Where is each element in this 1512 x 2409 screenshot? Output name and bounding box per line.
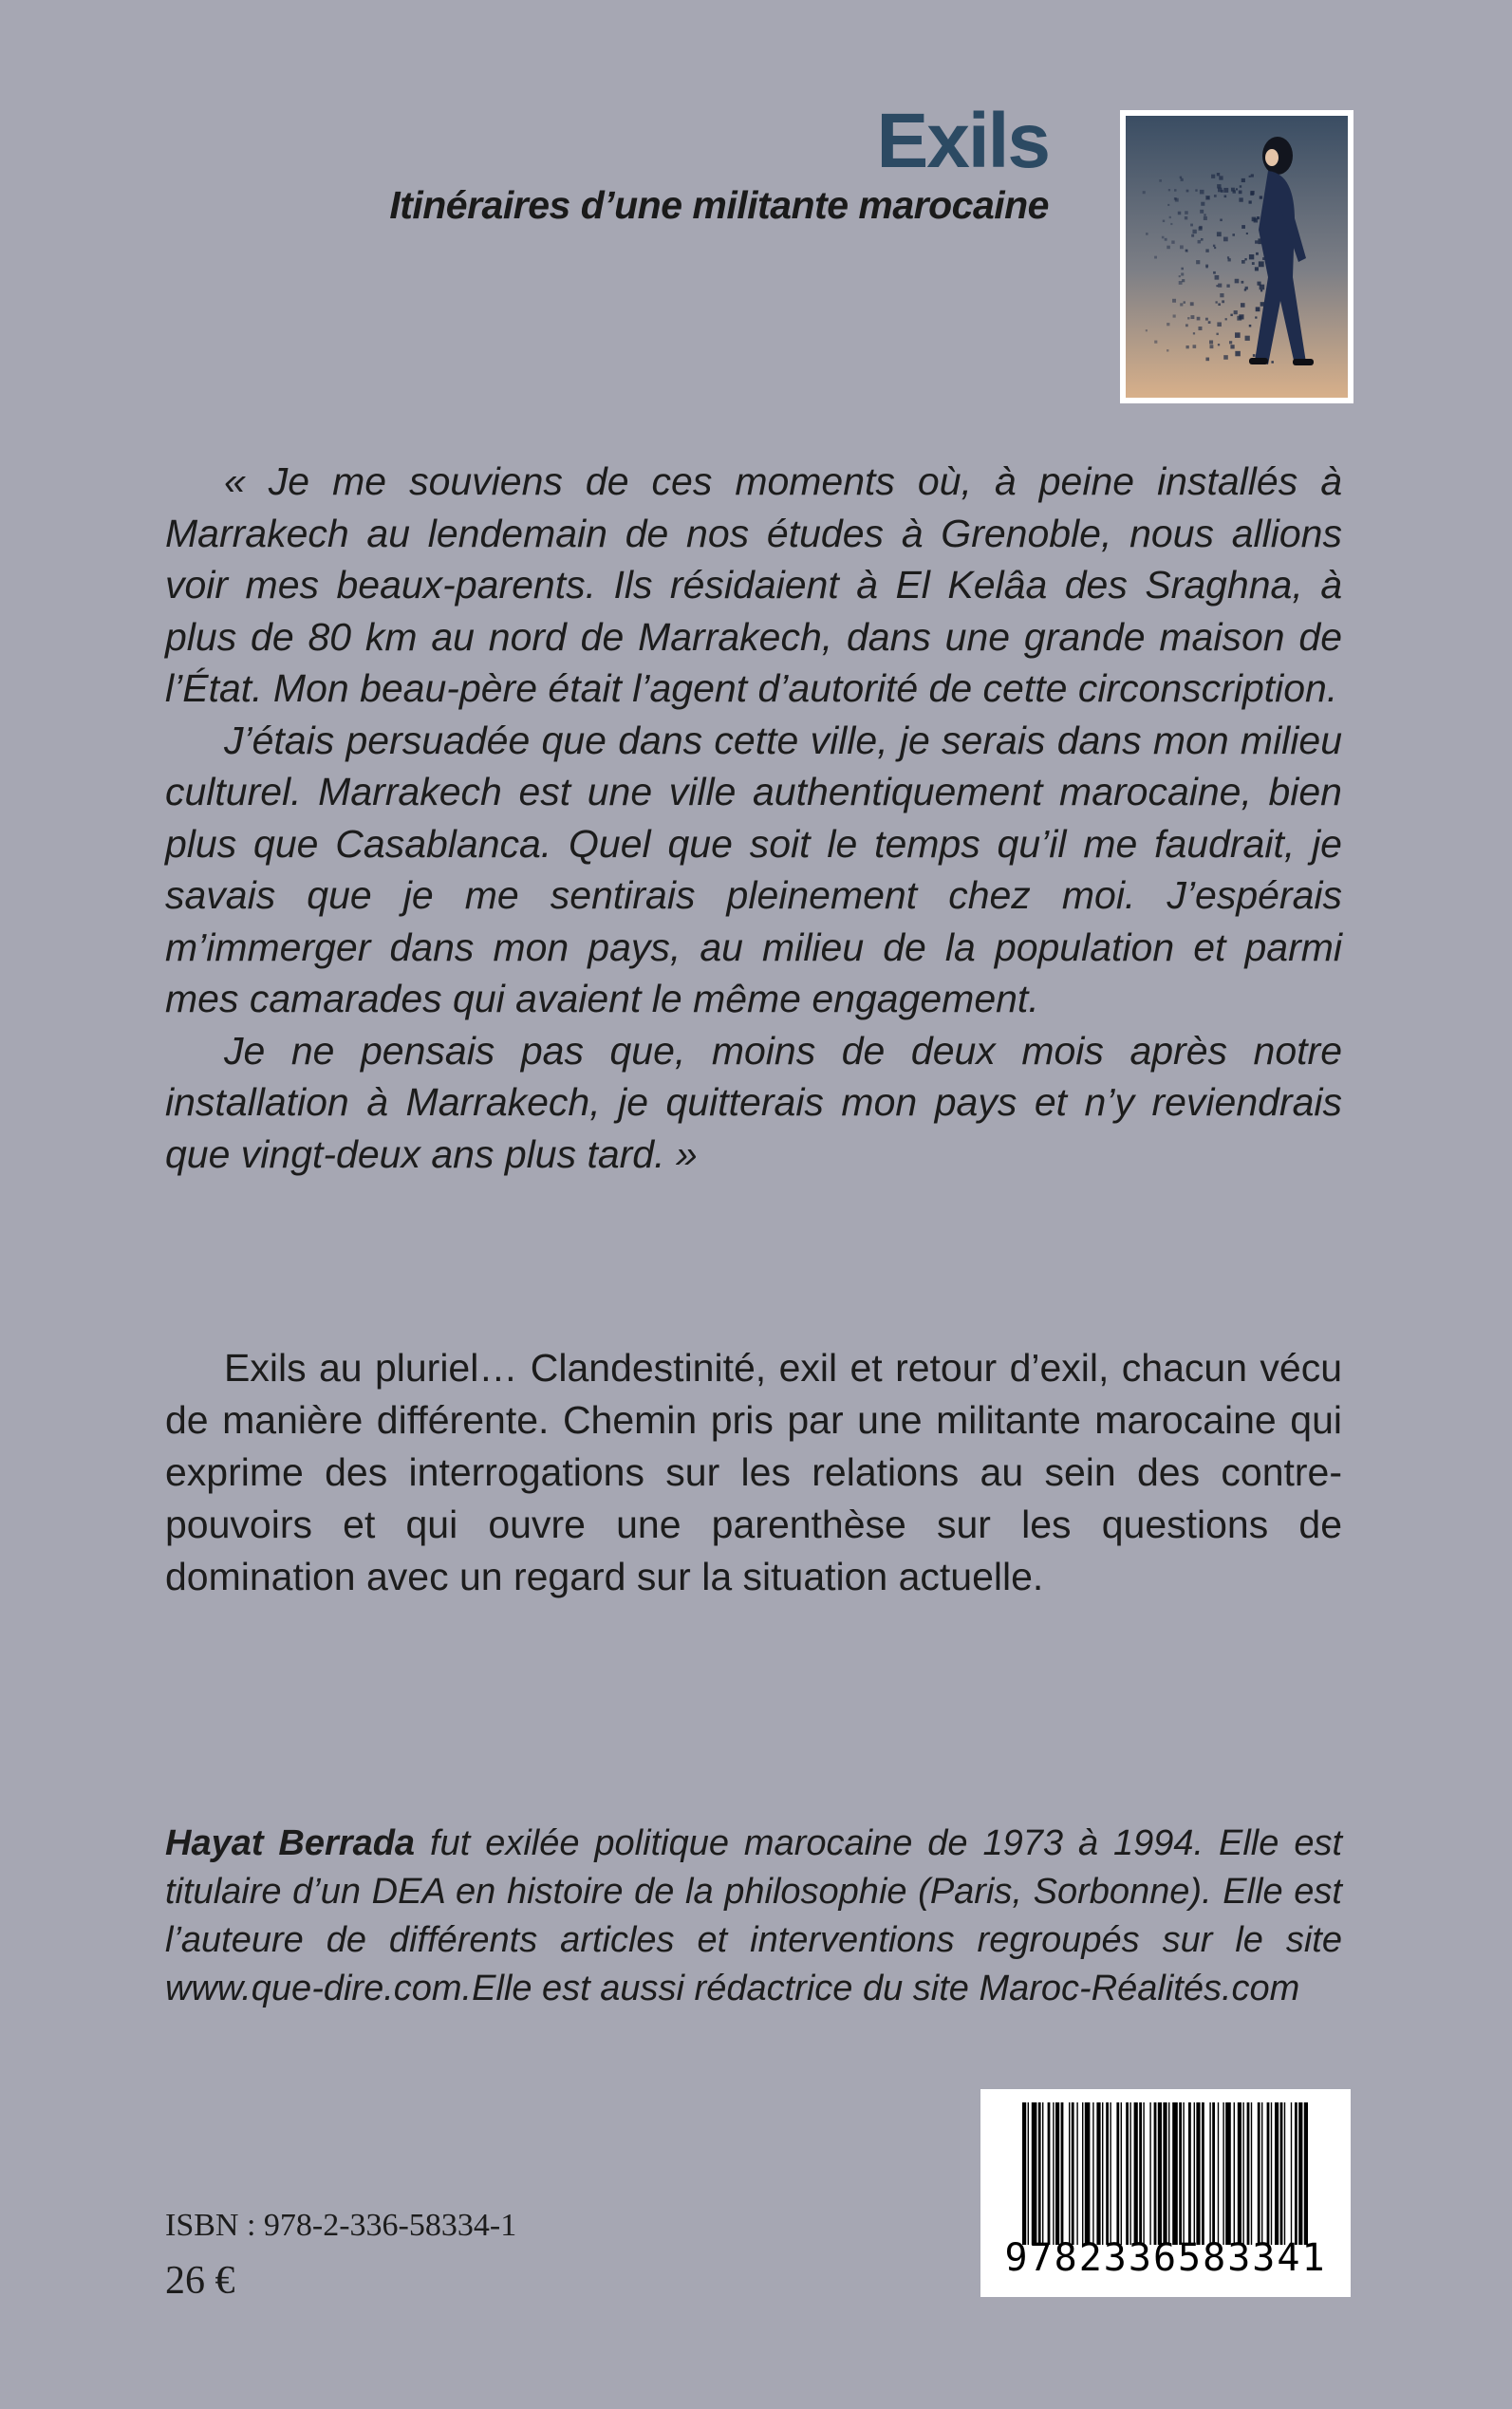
particle (1219, 176, 1223, 179)
particle (1179, 281, 1183, 285)
barcode-bar (1116, 2102, 1119, 2245)
particle (1241, 225, 1245, 229)
walking-woman-illustration (1126, 116, 1348, 398)
barcode-bar (1179, 2102, 1182, 2245)
particle (1249, 200, 1252, 203)
book-summary (165, 1342, 1342, 1603)
particle (1218, 303, 1221, 306)
particle (1190, 315, 1194, 319)
barcode-bar (1154, 2102, 1157, 2245)
barcode-bar (1247, 2102, 1250, 2245)
barcode-bar (1032, 2102, 1037, 2245)
particle (1225, 318, 1227, 320)
particle (1167, 323, 1169, 326)
author-name: Hayat Berrada (165, 1823, 416, 1863)
barcode-bar (1076, 2102, 1077, 2245)
particle (1227, 256, 1229, 258)
barcode-bar (1280, 2102, 1283, 2245)
particle (1254, 218, 1258, 222)
barcode-bar (1188, 2102, 1191, 2245)
particle (1154, 341, 1157, 344)
particle (1221, 190, 1223, 193)
particle (1190, 224, 1193, 227)
particle (1169, 216, 1171, 218)
barcode-bar (1139, 2102, 1142, 2245)
quote-paragraph: J’étais persuadée que dans cette ville, je serais dans mon milieu culturel. Marrakech est une ville authentiquement marocaine, bien plus que Casablanca. Quel que soit le temps qu’il me faudrait, je savais que je me sentirais pleinement chez moi. J’espérais m’immerger dans mon pays, au milieu de la population et parmi mes camarades qui avaient le même engagement. (165, 718, 1342, 1020)
particle (1216, 301, 1218, 303)
barcode-bar (1110, 2102, 1111, 2245)
particle (1181, 272, 1184, 275)
barcode-bar (1055, 2102, 1059, 2245)
particle (1220, 293, 1223, 297)
particle (1223, 188, 1228, 193)
particle (1260, 196, 1262, 198)
particle (1223, 355, 1228, 360)
particle (1218, 344, 1220, 345)
particle (1271, 361, 1273, 363)
particle (1226, 284, 1229, 287)
particle (1184, 301, 1185, 303)
particle (1244, 289, 1246, 290)
author-bio (165, 1820, 1342, 2013)
particle (1249, 325, 1252, 327)
particle (1249, 176, 1251, 177)
particle (1240, 185, 1241, 187)
particle (1187, 317, 1189, 319)
particle (1241, 178, 1245, 182)
particle (1251, 174, 1254, 177)
particle (1195, 189, 1197, 191)
particle (1209, 345, 1213, 348)
particle (1255, 316, 1257, 318)
particle (1256, 307, 1260, 311)
barcode-bar (1038, 2102, 1041, 2245)
particle (1236, 188, 1238, 190)
barcode-bar (1143, 2102, 1144, 2245)
particle (1199, 226, 1202, 229)
particle (1235, 279, 1240, 284)
barcode-bar (1069, 2102, 1070, 2245)
summary-paragraph: Exils au pluriel… Clandestinité, exil et retour d’exil, chacun vécu de manière différente. Chemin pris par une militante marocaine qui exprime des interrogations sur les relations au sein des contre-pouvoirs et qui ouvre une parenthèse sur les questions de domination avec un regard sur la situation actuelle. (165, 1346, 1342, 1598)
particle (1175, 198, 1179, 202)
particle (1185, 216, 1187, 219)
barcode-bar (1218, 2102, 1219, 2245)
barcode-bar (1284, 2102, 1285, 2245)
barcode-bar (1126, 2102, 1129, 2245)
barcode-bar (1163, 2102, 1167, 2245)
barcode-bar (1267, 2102, 1270, 2245)
barcode-bar (1202, 2102, 1204, 2245)
particle (1206, 196, 1209, 199)
author-bio-text: fut exilée politique marocaine de 1973 à 1994. Elle est titulaire d’un DEA en histoire de la philosophie (Paris, Sorbonne). Elle est l’auteure de différents articles et interventions regroupés sur le site www.que-dire.com.Elle est aussi rédactrice du site Maroc-Réalités.com (165, 1823, 1343, 2008)
particle (1230, 345, 1234, 348)
particle (1256, 252, 1259, 255)
particle (1255, 240, 1258, 243)
particle (1229, 341, 1232, 344)
book-subtitle: Itinéraires d’une militante marocaine (389, 183, 1049, 227)
barcode-bar (1158, 2102, 1162, 2245)
particle (1205, 266, 1207, 268)
particle (1213, 271, 1216, 274)
particle (1244, 258, 1246, 260)
particle (1253, 354, 1256, 357)
particle (1235, 351, 1240, 356)
barcode-bar (1172, 2102, 1178, 2245)
barcode-bar (1149, 2102, 1150, 2245)
particle (1257, 282, 1260, 286)
particle (1185, 250, 1188, 252)
particle (1249, 254, 1254, 259)
particle (1220, 219, 1223, 222)
particle (1215, 275, 1220, 280)
particle (1213, 245, 1215, 247)
particle (1190, 302, 1194, 306)
barcode-bar (1258, 2102, 1260, 2245)
particle (1185, 345, 1188, 348)
particle (1174, 189, 1176, 191)
barcode-bar (1096, 2102, 1100, 2245)
particle (1239, 197, 1242, 201)
barcode-bar (1234, 2102, 1235, 2245)
particle (1216, 333, 1218, 335)
particle (1192, 230, 1196, 233)
quote-paragraph: « Je me souviens de ces moments où, à peine installés à Marrakech au lendemain de nos études à Grenoble, nous allions voir mes beaux-parents. Ils résidaient à El Kelâa des Sraghna, à plus de 80 km au nord de Marrakech, dans une grande maison de l’État. Mon beau-père était l’agent d’autorité de cette circonscription. (165, 459, 1342, 710)
particle (1165, 238, 1167, 241)
barcode (980, 2089, 1351, 2297)
particle (1168, 189, 1170, 191)
particle (1205, 358, 1209, 362)
particle (1241, 260, 1245, 264)
barcode-bar (1194, 2102, 1195, 2245)
barcode-bar (1251, 2102, 1252, 2245)
particle (1245, 336, 1250, 341)
particle (1239, 191, 1242, 195)
quote-paragraph: Je ne pensais pas que, moins de deux mois après notre installation à Marrakech, je quitterais mon pays et n’y reviendrais que vingt-deux ans plus tard. » (165, 1028, 1342, 1176)
barcode-bar (1304, 2102, 1308, 2245)
isbn-label: ISBN : 978-2-336-58334-1 (165, 2208, 517, 2243)
particle (1218, 284, 1222, 288)
particle (1259, 261, 1264, 267)
particle (1163, 220, 1165, 222)
barcode-bar (1082, 2102, 1083, 2245)
barcode-bar (1048, 2102, 1051, 2245)
particle (1246, 233, 1248, 234)
particle (1205, 318, 1208, 321)
barcode-bar (1053, 2102, 1054, 2245)
particle (1191, 234, 1194, 237)
particle (1180, 245, 1184, 249)
barcode-bar (1092, 2102, 1093, 2245)
barcode-bar (1106, 2102, 1109, 2245)
particle (1154, 256, 1157, 259)
particle (1180, 177, 1182, 178)
particle (1146, 329, 1148, 331)
barcode-bar (1042, 2102, 1043, 2245)
particle (1241, 303, 1245, 308)
particle (1250, 191, 1254, 195)
barcode-bar (1295, 2102, 1297, 2245)
particle (1200, 190, 1204, 195)
particle (1171, 240, 1174, 243)
particle (1204, 216, 1207, 220)
barcode-bar (1298, 2102, 1302, 2245)
cover-thumbnail (1120, 110, 1353, 403)
particle (1216, 285, 1218, 287)
particle (1252, 262, 1255, 265)
particle (1255, 267, 1259, 271)
particle (1239, 314, 1243, 319)
particle (1211, 175, 1215, 178)
particle (1146, 233, 1148, 235)
barcode-bar (1061, 2102, 1064, 2245)
particle (1214, 195, 1217, 197)
particle (1217, 173, 1220, 176)
particle (1178, 212, 1181, 215)
barcode-bar (1168, 2102, 1169, 2245)
barcode-bar (1129, 2102, 1130, 2245)
barcode-bar (1085, 2102, 1091, 2245)
particle (1159, 179, 1162, 182)
particle (1197, 317, 1201, 321)
particle (1182, 279, 1185, 282)
barcode-bar (1022, 2102, 1026, 2245)
barcode-bar (1275, 2102, 1279, 2245)
particle (1201, 238, 1204, 241)
particle (1167, 349, 1168, 351)
particle (1185, 324, 1188, 327)
barcode-bar (1261, 2102, 1262, 2245)
barcode-bar (1072, 2102, 1074, 2245)
particle (1181, 268, 1184, 271)
particle (1167, 204, 1169, 206)
barcode-bar (1209, 2102, 1210, 2245)
barcode-bar (1212, 2102, 1215, 2245)
particle (1143, 191, 1146, 194)
barcode-bar (1102, 2102, 1103, 2245)
particle (1222, 300, 1224, 303)
barcode-bar (1238, 2102, 1241, 2245)
book-title: Exils (876, 98, 1049, 184)
particle (1231, 188, 1235, 192)
particle (1235, 332, 1241, 338)
particle (1180, 303, 1183, 306)
particle (1198, 240, 1202, 244)
price-label: 26 € (165, 2259, 235, 2303)
particle (1201, 202, 1204, 206)
particle (1230, 314, 1232, 316)
particle (1185, 211, 1188, 215)
particle (1198, 327, 1202, 330)
quote-excerpt (165, 456, 1342, 1180)
particle (1193, 345, 1197, 348)
particle (1167, 246, 1170, 250)
barcode-bar (1028, 2102, 1029, 2245)
particle (1204, 214, 1205, 215)
particle (1193, 332, 1195, 334)
barcode-digits: 9782336583341 (1004, 2236, 1327, 2280)
particle (1173, 314, 1176, 317)
particle (1224, 196, 1227, 198)
barcode-bar (1291, 2102, 1292, 2245)
particle (1217, 322, 1222, 327)
particle (1234, 310, 1238, 314)
particle (1232, 233, 1235, 236)
barcode-bar (1121, 2102, 1122, 2245)
particle (1241, 281, 1244, 284)
barcode-bar (1183, 2102, 1184, 2245)
particle (1170, 223, 1172, 225)
particle (1217, 184, 1221, 188)
particle (1209, 340, 1213, 344)
particle (1200, 210, 1204, 214)
barcode-bars (1020, 2102, 1311, 2245)
barcode-bar (1225, 2102, 1231, 2245)
particle (1227, 258, 1230, 261)
barcode-bar (1196, 2102, 1200, 2245)
particle (1260, 289, 1262, 291)
particle (1162, 236, 1165, 239)
particle (1172, 299, 1176, 303)
particle (1196, 260, 1200, 264)
particle (1186, 190, 1189, 193)
particle (1214, 247, 1216, 249)
particle (1208, 321, 1211, 324)
particle (1223, 237, 1228, 242)
barcode-bar (1242, 2102, 1243, 2245)
barcode-bar (1271, 2102, 1272, 2245)
particle (1217, 232, 1222, 236)
particle (1205, 249, 1208, 252)
barcode-bar (1134, 2102, 1138, 2245)
particle (1179, 275, 1181, 277)
particle (1181, 178, 1184, 181)
